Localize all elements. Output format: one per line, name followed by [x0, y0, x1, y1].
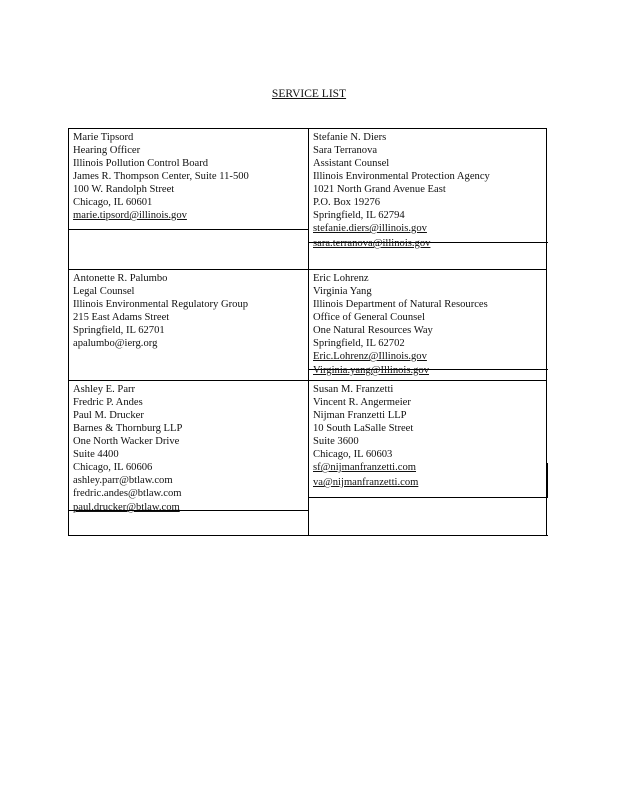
column-divider	[308, 129, 309, 535]
email-link[interactable]: Virginia.yang@Illinois.gov	[313, 365, 430, 376]
contact-line: Springfield, IL 62794	[313, 210, 405, 221]
page-title: SERVICE LIST	[271, 88, 347, 100]
contact-line: Barnes & Thornburg LLP	[73, 423, 183, 434]
contact-line: One North Wacker Drive	[73, 436, 180, 447]
contact-line: Chicago, IL 60603	[313, 449, 393, 460]
email-link[interactable]: marie.tipsord@illinois.gov	[73, 210, 187, 221]
contact-line: P.O. Box 19276	[313, 197, 381, 208]
contact-block-dnr	[313, 272, 488, 377]
contact-line: apalumbo@ierg.org	[73, 338, 158, 349]
contact-line: Illinois Pollution Control Board	[73, 158, 209, 169]
email-link[interactable]: stefanie.diers@illinois.gov	[313, 223, 427, 234]
contact-line: Hearing Officer	[73, 145, 141, 156]
service-list-table	[68, 128, 547, 536]
sub-rule-r1-left	[69, 229, 308, 230]
contact-line: Eric Lohrenz	[313, 273, 369, 284]
email-link[interactable]: sf@nijmanfranzetti.com	[313, 462, 417, 473]
contact-line: Ashley E. Parr	[73, 384, 136, 395]
contact-block-barnes-thornburg	[73, 383, 182, 514]
contact-line: Assistant Counsel	[313, 158, 390, 169]
sub-rule-r3-right	[309, 497, 548, 498]
contact-line: Office of General Counsel	[313, 312, 425, 323]
contact-block-epa	[313, 131, 490, 250]
email-link[interactable]: sara.terranova@illinois.gov	[313, 238, 431, 249]
contact-line: James R. Thompson Center, Suite 11-500	[73, 171, 249, 182]
contact-line: Suite 4400	[73, 449, 119, 460]
contact-line: Susan M. Franzetti	[313, 384, 394, 395]
contact-line: 215 East Adams Street	[73, 312, 170, 323]
contact-line: Antonette R. Palumbo	[73, 273, 168, 284]
contact-line: Vincent R. Angermeier	[313, 397, 411, 408]
email-link[interactable]: Eric.Lohrenz@Illinois.gov	[313, 351, 427, 362]
contact-line: Springfield, IL 62702	[313, 338, 405, 349]
contact-line: 10 South LaSalle Street	[313, 423, 414, 434]
contact-line: Paul M. Drucker	[73, 410, 144, 421]
contact-line: Marie Tipsord	[73, 132, 134, 143]
contact-line: Chicago, IL 60601	[73, 197, 153, 208]
contact-line: Illinois Environmental Protection Agency	[313, 171, 490, 182]
contact-line: Sara Terranova	[313, 145, 378, 156]
email-line[interactable]: ashley.parr@btlaw.com	[73, 475, 173, 486]
contact-block-ierg	[73, 272, 248, 350]
email-link[interactable]: paul.drucker@btlaw.com	[73, 502, 180, 513]
contact-line: Springfield, IL 62701	[73, 325, 165, 336]
contact-line: Nijman Franzetti LLP	[313, 410, 407, 421]
contact-line: Stefanie N. Diers	[313, 132, 387, 143]
contact-line: One Natural Resources Way	[313, 325, 433, 336]
contact-line: Illinois Department of Natural Resources	[313, 299, 488, 310]
contact-line: Illinois Environmental Regulatory Group	[73, 299, 249, 310]
contact-line: Fredric P. Andes	[73, 397, 143, 408]
sub-rule-r3-right-edge	[547, 463, 548, 498]
email-link[interactable]: va@nijmanfranzetti.com	[313, 477, 419, 488]
row-divider-1	[69, 269, 546, 270]
contact-line: Suite 3600	[313, 436, 359, 447]
contact-line: 100 W. Randolph Street	[73, 184, 175, 195]
row-divider-2	[69, 380, 546, 381]
contact-line: Chicago, IL 60606	[73, 462, 153, 473]
contact-block-pollution-control-board	[73, 131, 249, 222]
table-corner-mark	[536, 535, 548, 536]
contact-line: Legal Counsel	[73, 286, 135, 297]
contact-block-nijman-franzetti	[313, 383, 418, 489]
contact-line: Virginia Yang	[313, 286, 372, 297]
email-line[interactable]: fredric.andes@btlaw.com	[73, 488, 182, 499]
contact-line: 1021 North Grand Avenue East	[313, 184, 446, 195]
